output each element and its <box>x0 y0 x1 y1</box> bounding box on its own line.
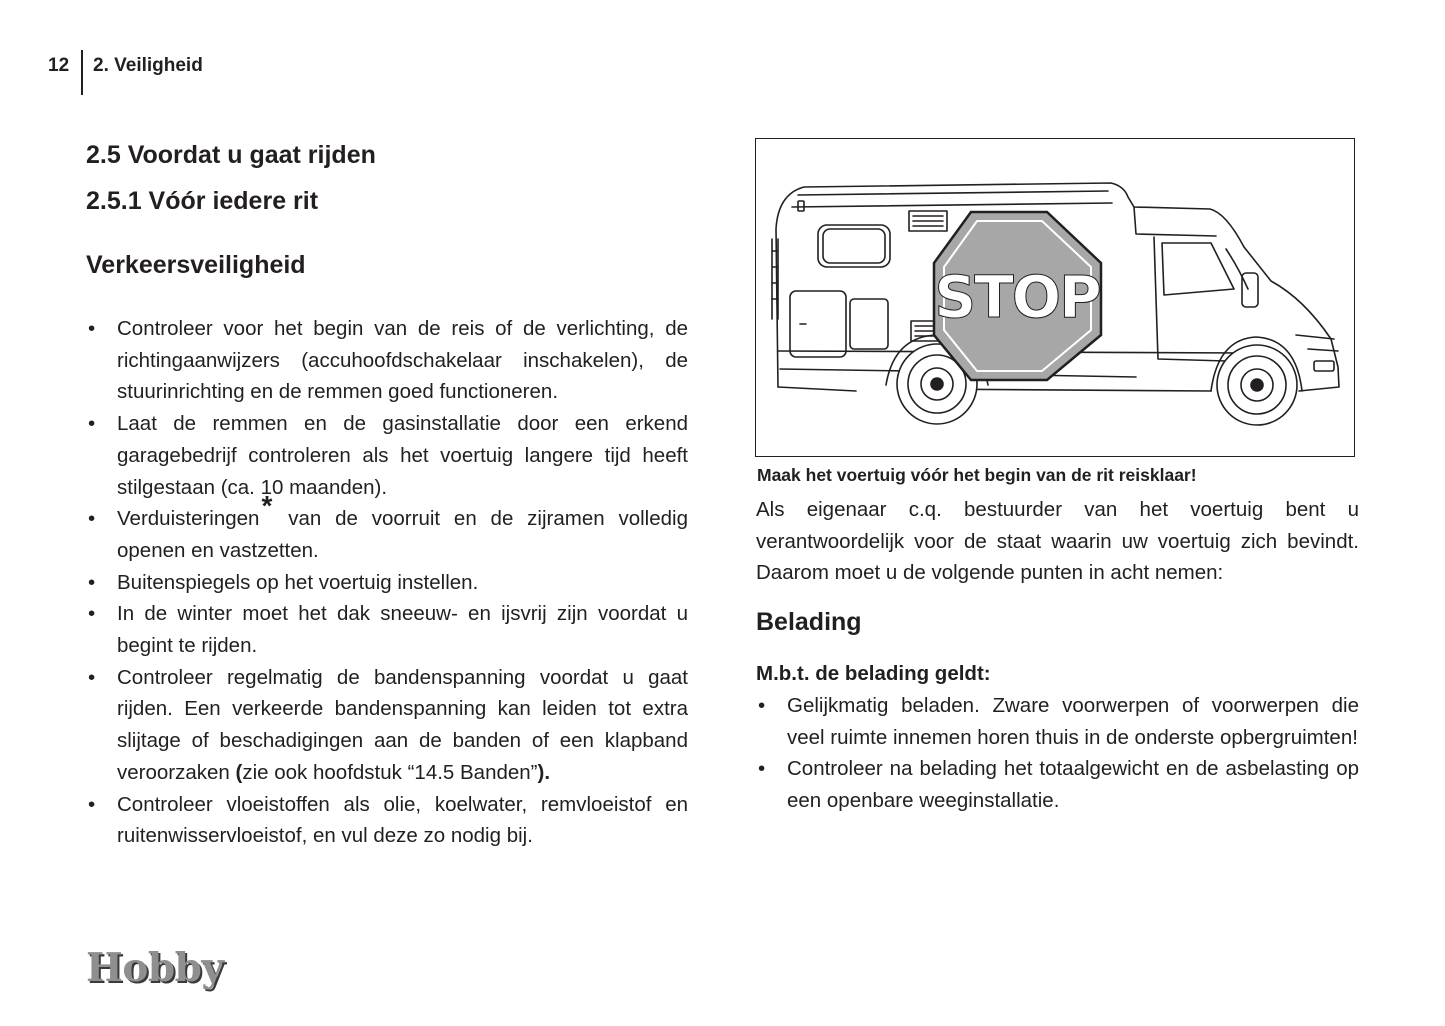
header-divider <box>81 50 83 95</box>
loading-subheading: M.b.t. de belading geldt: <box>756 662 991 685</box>
paren-open: ( <box>235 760 243 784</box>
paren-close: ). <box>537 760 551 784</box>
section-heading: 2.5 Voordat u gaat rijden <box>86 141 376 169</box>
front-wheel <box>1217 345 1297 425</box>
list-item: • Controleer vloeistoffen als olie, koelwater, remvloeistof en ruitenwisservloeistof, en vul deze zo nodig bij. <box>86 789 688 852</box>
blinds-text-rest: van de voorruit en de zijramen volledig openen en vastzetten. <box>117 507 688 562</box>
blinds-text: Verduisteringen <box>117 507 260 531</box>
list-item: • Controleer na belading het totaalgewicht en de asbelasting op een openbare weeginstallatie. <box>756 753 1359 816</box>
list-item <box>86 662 688 789</box>
stop-sign-text: STOP <box>934 263 1100 331</box>
chapter-label: 2. Veiligheid <box>93 55 203 76</box>
chapter-reference: zie ook hoofdstuk “14.5 Banden” <box>242 760 538 784</box>
loading-checklist <box>756 690 1359 817</box>
footnote-star: * <box>261 490 273 522</box>
traffic-safety-heading: Verkeersveiligheid <box>86 251 306 279</box>
figure-caption: Maak het voertuig vóór het begin van de rit reisklaar! <box>757 465 1197 485</box>
motorhome-illustration <box>755 138 1355 457</box>
list-item: • Gelijkmatig beladen. Zware voorwerpen of voorwerpen die veel ruimte innemen horen thuis in de onderste opbergruimten! <box>756 690 1359 753</box>
intro-paragraph: Als eigenaar c.q. bestuurder van het voertuig bent u verantwoordelijk voor de staat waarin uw voertuig zich bevindt. Daarom moet u de volgende punten in acht nemen: <box>756 498 1359 585</box>
loading-heading: Belading <box>756 608 862 636</box>
page-number: 12 <box>48 55 70 76</box>
safety-checklist <box>86 313 688 852</box>
hobby-logo: Hobby <box>86 945 224 991</box>
motorhome-drawing <box>756 139 1356 458</box>
list-item: • Laat de remmen en de gasinstallatie door een erkend garagebedrijf controleren als het voertuig langere tijd heeft stilgestaan (ca. 10 maanden). <box>86 408 688 503</box>
list-item: • Controleer voor het begin van de reis of de verlichting, de richtingaanwijzers (accuhoofdschakelaar inschakelen), de stuurinrichting en de remmen goed functioneren. <box>86 313 688 408</box>
subsection-heading: 2.5.1 Vóór iedere rit <box>86 187 319 215</box>
tire-pressure-text: Controleer regelmatig de bandenspanning voordat u gaat rijden. Een verkeerde bandenspanning kan leiden tot extra slijtage of beschadigingen aan de banden of een klapband veroorzaken <box>117 665 688 784</box>
list-item: • Buitenspiegels op het voertuig instellen. <box>86 567 688 599</box>
list-item: • In de winter moet het dak sneeuw- en ijsvrij zijn voordat u begint te rijden. <box>86 598 688 661</box>
stop-sign-icon <box>934 212 1101 380</box>
list-item <box>86 490 688 566</box>
